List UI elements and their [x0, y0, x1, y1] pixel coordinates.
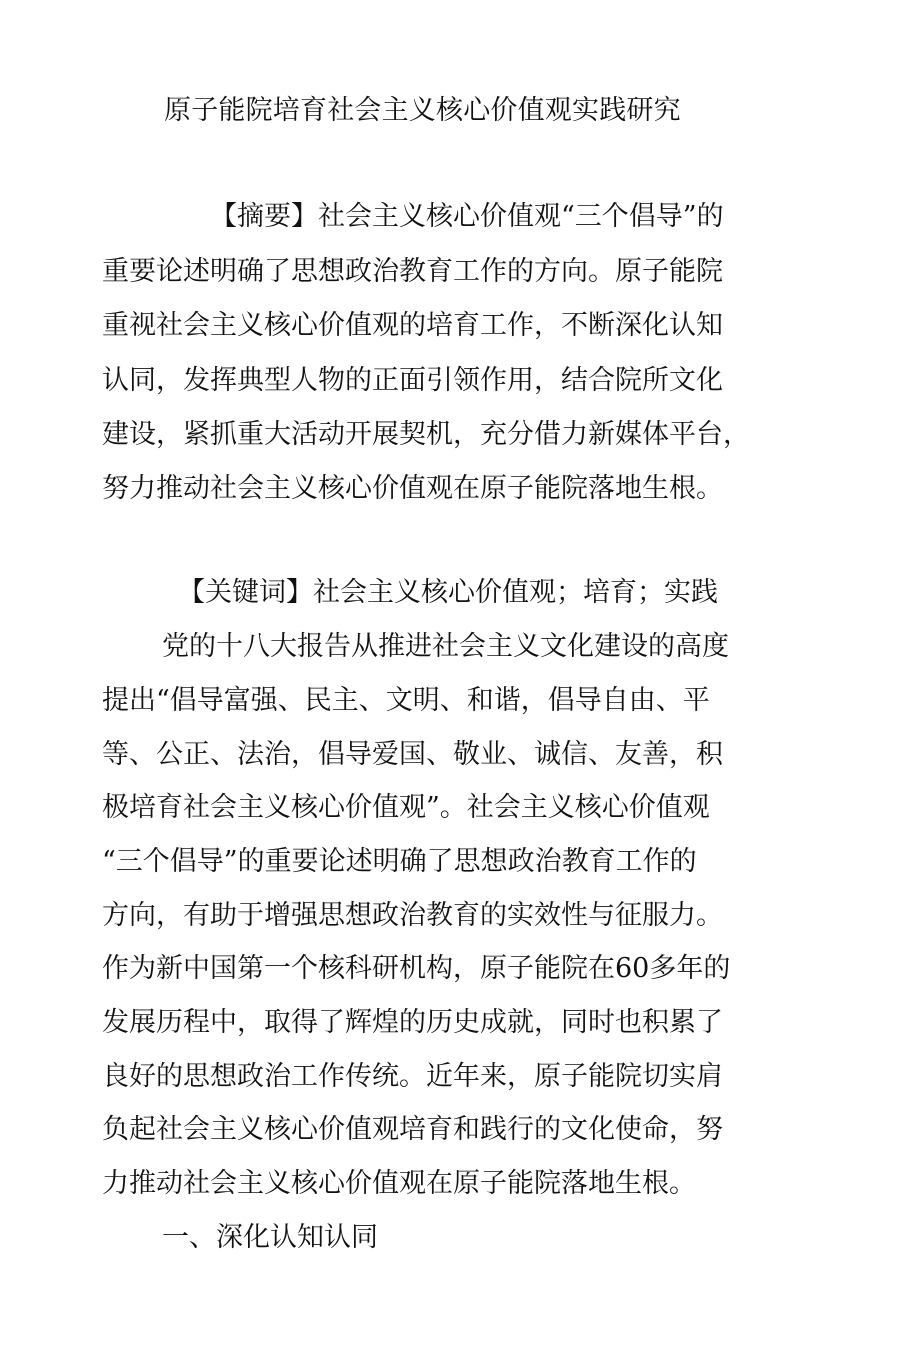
body-line: 方向，有助于增强思想政治教育的实效性与征服力。: [102, 900, 723, 931]
keywords-line: 【关键词】社会主义核心价值观；培育；实践: [178, 577, 718, 608]
abstract-line: 重视社会主义核心价值观的培育工作，不断深化认知: [102, 310, 723, 341]
abstract-line: 重要论述明确了思想政治教育工作的方向。原子能院: [102, 256, 723, 287]
body-line: 党的十八大报告从推进社会主义文化建设的高度: [162, 631, 729, 662]
document-title: 原子能院培育社会主义核心价值观实践研究: [164, 95, 681, 126]
abstract-line: 【摘要】社会主义核心价值观“三个倡导”的: [210, 201, 724, 232]
body-line: 良好的思想政治工作传统。近年来，原子能院切实肩: [102, 1061, 723, 1092]
abstract-line: 努力推动社会主义核心价值观在原子能院落地生根。: [102, 473, 723, 504]
body-line: 作为新中国第一个核科研机构，原子能院在60多年的: [102, 953, 731, 984]
body-line: 力推动社会主义核心价值观在原子能院落地生根。: [102, 1168, 696, 1199]
body-line: “三个倡导”的重要论述明确了思想政治教育工作的: [102, 846, 697, 877]
body-line: 负起社会主义核心价值观培育和践行的文化使命，努: [102, 1114, 723, 1145]
abstract-line: 建设，紧抓重大活动开展契机，充分借力新媒体平台，: [102, 419, 750, 450]
body-line: 提出“倡导富强、民主、文明、和谐，倡导自由、平: [102, 685, 710, 716]
body-line: 发展历程中，取得了辉煌的历史成就，同时也积累了: [102, 1007, 723, 1038]
body-line: 极培育社会主义核心价值观”。社会主义核心价值观: [102, 792, 710, 823]
body-line: 等、公正、法治，倡导爱国、敬业、诚信、友善，积: [102, 739, 723, 770]
abstract-line: 认同，发挥典型人物的正面引领作用，结合院所文化: [102, 365, 723, 396]
section-heading: 一、深化认知认同: [162, 1222, 378, 1253]
